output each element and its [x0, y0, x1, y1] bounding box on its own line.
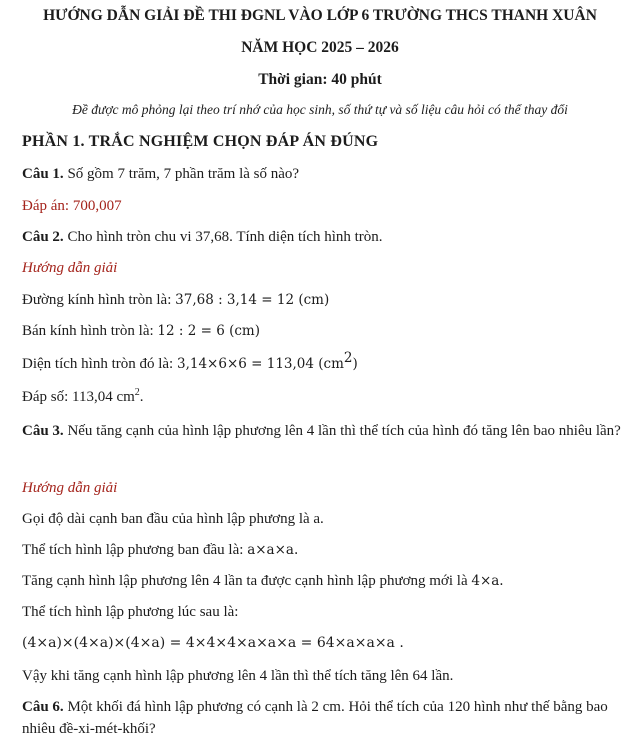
solution-2-line-2: [22, 321, 626, 341]
solution-text: Bán kính hình tròn là:: [22, 323, 158, 339]
simulation-note: Đề được mô phỏng lại theo trí nhớ của học sinh, số thứ tự và số liệu câu hỏi có thể thay đổi: [72, 102, 568, 117]
math-expression: a×a×a.: [247, 542, 299, 558]
solution-text: Tăng cạnh hình lập phương lên 4 lần ta được cạnh hình lập phương mới là: [22, 573, 472, 589]
solution-3-line-4: Thể tích hình lập phương lúc sau là:: [22, 604, 239, 620]
solution-text: Thể tích hình lập phương ban đầu là:: [22, 542, 248, 558]
question-label: Câu 1.: [22, 166, 64, 182]
answer-text: .: [139, 389, 144, 405]
solution-2-line-1: [22, 290, 626, 310]
exam-time: Thời gian: 40 phút: [258, 71, 382, 88]
question-text: Nếu tăng cạnh của hình lập phương lên 4 lần thì thể tích của hình đó tăng lên bao nhiêu lần?: [63, 423, 621, 439]
question-text: Cho hình tròn chu vi 37,68. Tính diện tích hình tròn.: [63, 229, 383, 245]
solution-3-equation: (4×a)×(4×a)×(4×a) = 4×4×4×a×a×a = 64×a×a×a .: [22, 635, 404, 651]
solution-text: Đường kính hình tròn là:: [22, 292, 176, 308]
answer-text: Đáp số: 113,04 cm: [22, 389, 135, 405]
question-text: Số gồm 7 trăm, 7 phần trăm là số nào?: [63, 166, 300, 182]
math-expression: 37,68 : 3,14 = 12 (cm): [175, 292, 330, 308]
solution-3-line-3: [22, 571, 626, 591]
answer-1: Đáp án: 700,007: [22, 198, 122, 214]
solution-3-line-1: Gọi độ dài cạnh ban đầu của hình lập phương là a.: [22, 511, 324, 527]
math-superscript: 2: [343, 350, 353, 366]
question-3: [22, 420, 626, 442]
solution-heading-3: Hướng dẫn giải: [22, 480, 118, 496]
math-expression: 4×a.: [471, 573, 504, 589]
document-title: HƯỚNG DẪN GIẢI ĐỀ THI ĐGNL VÀO LỚP 6 TRƯỜNG THCS THANH XUÂN: [43, 7, 597, 24]
question-label: Câu 3.: [22, 423, 64, 439]
math-superscript: 2: [134, 387, 140, 398]
final-answer-2: [22, 387, 626, 407]
solution-text: Diện tích hình tròn đó là:: [22, 356, 177, 372]
question-2: [22, 227, 626, 247]
solution-2-line-3: [22, 350, 626, 374]
question-text: Một khối đá hình lập phương có cạnh là 2 cm. Hỏi thể tích của 120 hình như thế bằng bao nhiêu đề-xi-mét-khối?: [22, 699, 608, 737]
math-expression: ): [352, 356, 358, 372]
math-expression: 3,14×6×6 = 113,04 (cm: [176, 356, 344, 372]
school-year: NĂM HỌC 2025 – 2026: [241, 39, 399, 56]
question-6: [22, 696, 626, 740]
question-label: Câu 2.: [22, 229, 64, 245]
part-1-heading: PHẦN 1. TRẮC NGHIỆM CHỌN ĐÁP ÁN ĐÚNG: [22, 133, 379, 150]
question-1: [22, 164, 626, 184]
math-expression: 12 : 2 = 6 (cm): [157, 323, 260, 339]
solution-3-line-2: [22, 540, 626, 560]
solution-3-conclusion: Vậy khi tăng cạnh hình lập phương lên 4 lần thì thể tích tăng lên 64 lần.: [22, 668, 454, 684]
question-label: Câu 6.: [22, 699, 64, 715]
solution-heading-2: Hướng dẫn giải: [22, 260, 118, 276]
